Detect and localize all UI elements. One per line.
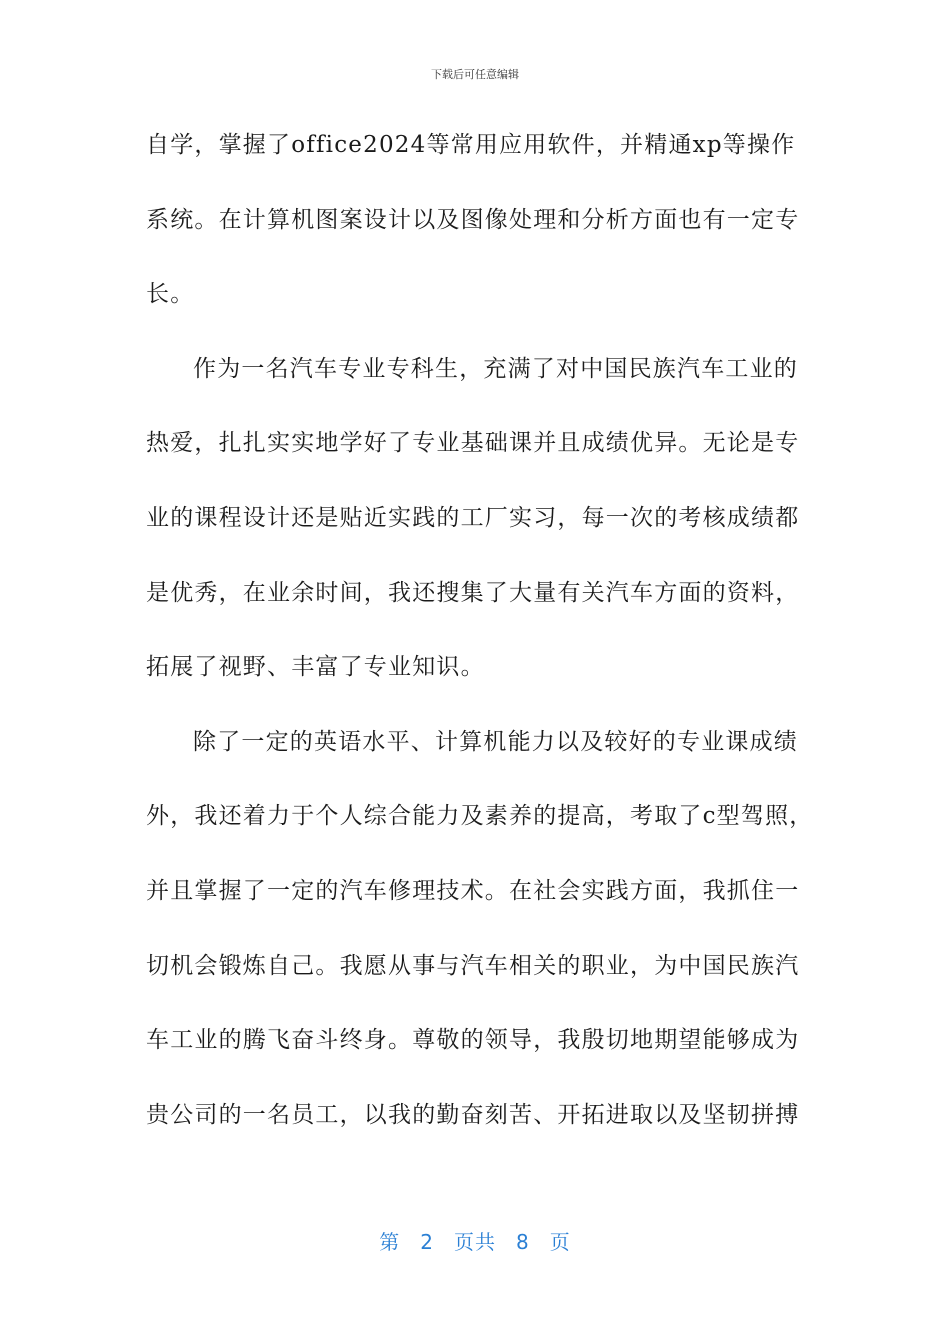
paragraph-start-line: 除了一定的英语水平、计算机能力以及较好的专业课成绩 [193, 728, 798, 755]
text-line: 切机会锻炼自己。我愿从事与汽车相关的职业，为中国民族汽 [146, 952, 800, 979]
text-line: 车工业的腾飞奋斗终身。尊敬的领导，我殷切地期望能够成为 [146, 1027, 800, 1054]
text-line: 贵公司的一名员工，以我的勤奋刻苦、开拓进取以及坚韧拼搏 [146, 1101, 800, 1128]
text-line: 长。 [146, 281, 195, 308]
text-line: 并且掌握了一定的汽车修理技术。在社会实践方面，我抓住一 [146, 877, 800, 904]
footer-suffix: 页 [549, 1230, 571, 1254]
header-note: 下载后可任意编辑 [431, 68, 519, 81]
paragraph-start-line: 作为一名汽车专业专科生，充满了对中国民族汽车工业的 [193, 355, 798, 382]
text-line: 系统。在计算机图案设计以及图像处理和分析方面也有一定专 [146, 206, 800, 233]
text-line: 拓展了视野、丰富了专业知识。 [146, 654, 485, 681]
text-line: 是优秀，在业余时间，我还搜集了大量有关汽车方面的资料， [146, 579, 800, 606]
document-body [146, 118, 814, 1162]
footer-middle: 页共 [454, 1230, 496, 1254]
total-page-number: 8 [516, 1230, 530, 1254]
footer-prefix: 第 [379, 1230, 401, 1254]
current-page-number: 2 [420, 1230, 434, 1254]
text-line: 外，我还着力于个人综合能力及素养的提高，考取了c型驾照， [146, 803, 814, 830]
page-footer [0, 1226, 950, 1255]
text-line: 热爱，扎扎实实地学好了专业基础课并且成绩优异。无论是专 [146, 430, 800, 457]
text-line: 自学，掌握了office2024等常用应用软件，并精通xp等操作 [146, 132, 796, 158]
text-line: 业的课程设计还是贴近实践的工厂实习，每一次的考核成绩都 [146, 504, 800, 531]
